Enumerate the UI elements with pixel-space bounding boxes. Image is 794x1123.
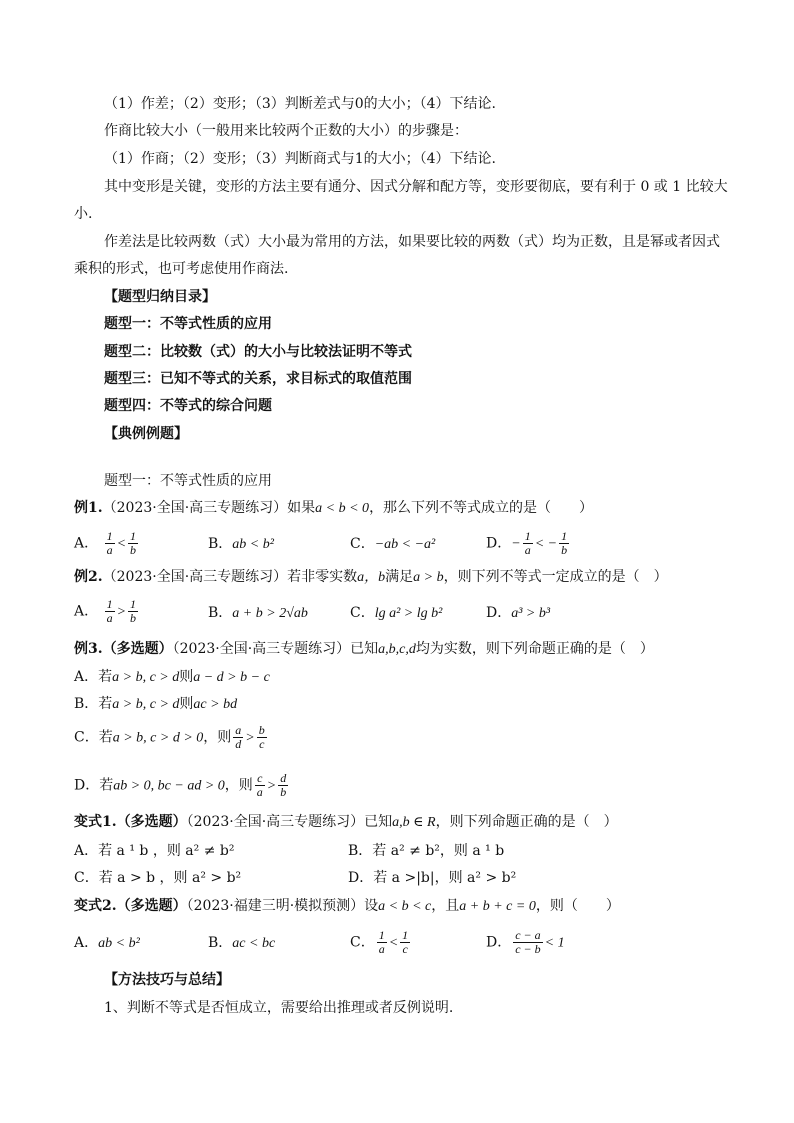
variables: a，b <box>357 570 386 585</box>
option-math: lg a² > lg b² <box>374 606 443 621</box>
question-text: ，那么下列不等式成立的是（ ） <box>369 500 594 516</box>
catalog-item: 题型三：已知不等式的关系，求目标式的取值范围 <box>104 371 412 387</box>
example-2-option-c <box>350 603 442 624</box>
fraction: $\frac{b}{c}$ <box>258 723 265 751</box>
summary-item-1: 1、判断不等式是否恒成立，需要给出推理或者反例说明. <box>104 1000 454 1016</box>
examples-heading: 【典例例题】 <box>104 426 188 442</box>
fraction: $\frac{d}{b}$ <box>280 771 287 799</box>
option-letter: C． <box>350 536 375 552</box>
variant-label: 变式1. <box>74 814 117 830</box>
fraction: $\frac{1}{b}$ <box>130 529 137 557</box>
variant-1-option-d: D．若 a >|b|，则 a² > b² <box>348 870 517 886</box>
variant-1-option-c: C．若 a > b ，则 a² > b² <box>74 870 242 886</box>
type1-heading: 题型一：不等式性质的应用 <box>104 473 272 489</box>
example-3-option-c: C．若a > b, c > d > 0，则 $\frac{a}{d}$ > $\frac{b}{c}$ <box>74 723 265 751</box>
variant-2-option-c: C． $\frac{1}{a}$ < $\frac{1}{c}$ <box>350 928 409 956</box>
option-letter: D． <box>486 535 512 552</box>
variables: a,b ∈ R <box>392 815 436 830</box>
option-letter: B． <box>208 605 233 621</box>
example-3-question <box>74 639 654 660</box>
option-math: −ab < −a² <box>374 537 436 552</box>
option-letter: D． <box>486 934 512 951</box>
example-label: 例1. <box>74 500 103 516</box>
example-label: 例2. <box>74 569 103 585</box>
option-letter: C． <box>350 605 375 621</box>
catalog-heading: 【题型归纳目录】 <box>104 289 216 305</box>
question-tag: （多选题） <box>116 898 187 914</box>
variant-2-question: 变式2.（多选题）（2023·福建三明·模拟预测）设a < b < c，且a + b + c = 0，则（ ） <box>74 898 620 914</box>
option-letter: C． <box>350 934 375 951</box>
key-paragraph-line-1: 其中变形是关键，变形的方法主要有通分、因式分解和配方等，变形要彻底，要有利于 0 或 1 比较大 <box>104 179 728 195</box>
example-2-option-b <box>208 603 308 624</box>
example-1-option-c <box>350 534 435 555</box>
catalog-item: 题型一：不等式性质的应用 <box>104 316 272 332</box>
variant-1-option-a: A．若 a ¹ b ，则 a² ≠ b² <box>74 843 235 859</box>
example-1-question <box>74 498 593 519</box>
example-1-option-d: D．− $\frac{1}{a}$ < − $\frac{1}{b}$ <box>486 529 568 557</box>
variant-2-option-b: B．ac < bc <box>208 935 276 951</box>
method-paragraph-line-1: 作差法是比较两数（式）大小最为常用的方法，如果要比较的两数（式）均为正数，且是幂或者因式 <box>104 234 720 250</box>
condition-math: a < b < 0 <box>315 501 370 516</box>
option-letter: D． <box>486 605 512 621</box>
example-3-option-a: A．若a > b, c > d则a − d > b − c <box>74 669 270 685</box>
variables: a,b,c,d <box>378 642 416 657</box>
option-letter: B． <box>208 935 233 951</box>
option-letter: B． <box>208 536 233 552</box>
option-math: ab < b² <box>232 537 274 552</box>
steps-quotient: （1）作商；（2）变形；（3）判断商式与1的大小；（4）下结论. <box>104 151 496 167</box>
question-text: ，则下列不等式一定成立的是（ ） <box>443 569 668 585</box>
example-label: 例3. <box>74 641 103 657</box>
example-source: （2023·全国·高三专题练习）已知 <box>172 641 379 657</box>
option-math: a + b > 2√ab <box>232 606 308 621</box>
fraction: $\frac{1}{a}$ <box>378 928 385 956</box>
method-paragraph-line-2: 乘积的形式，也可考虑使用作商法. <box>74 261 289 277</box>
fraction: $\frac{c - a}{c - b}$ <box>515 928 541 956</box>
example-2-question: 例2.（2023·全国·高三专题练习）若非零实数a，b满足a > b，则下列不等式一定成立的是（ ） <box>74 569 668 585</box>
catalog-item: 题型二：比较数（式）的大小与比较法证明不等式 <box>104 344 412 360</box>
quotient-title: 作商比较大小（一般用来比较两个正数的大小）的步骤是： <box>104 123 468 139</box>
example-source: （2023·福建三明·模拟预测）设 <box>186 898 379 914</box>
question-tag: （多选题） <box>102 641 173 657</box>
summary-heading: 【方法技巧与总结】 <box>104 972 230 988</box>
example-source: （2023·全国·高三专题练习）已知 <box>186 814 393 830</box>
catalog-item: 题型四：不等式的综合问题 <box>104 398 272 414</box>
option-letter: A． <box>74 603 99 620</box>
variant-1-option-b: B．若 a² ≠ b²，则 a ¹ b <box>348 843 505 859</box>
question-tag: （多选题） <box>116 814 187 830</box>
example-2-option-a: A． $\frac{1}{a}$ > $\frac{1}{b}$ <box>74 597 137 625</box>
example-3-option-d: D．若ab > 0, bc − ad > 0，则 $\frac{c}{a}$ > $\frac{d}{b}$ <box>74 771 287 799</box>
fraction: $\frac{1}{c}$ <box>402 928 409 956</box>
condition-math: a > b <box>413 570 444 585</box>
example-1-option-b <box>208 534 274 555</box>
fraction: $\frac{1}{b}$ <box>561 529 568 557</box>
fraction: $\frac{1}{a}$ <box>524 529 531 557</box>
variant-2-option-d: D． $\frac{c - a}{c - b}$ < 1 <box>486 928 565 956</box>
example-2-option-d <box>486 603 550 624</box>
key-paragraph-line-2: 小. <box>74 206 93 222</box>
example-1-option-a: A． $\frac{1}{a}$ < $\frac{1}{b}$ <box>74 529 137 557</box>
variant-label: 变式2. <box>74 898 117 914</box>
example-source: （2023·全国·高三专题练习）如果 <box>102 500 316 516</box>
fraction: $\frac{1}{b}$ <box>130 597 137 625</box>
fraction: $\frac{a}{d}$ <box>235 723 242 751</box>
fraction: $\frac{1}{a}$ <box>106 529 113 557</box>
steps-difference: （1）作差；（2）变形；（3）判断差式与0的大小；（4）下结论. <box>104 96 496 112</box>
fraction: $\frac{1}{a}$ <box>106 597 113 625</box>
variant-2-option-a: A．ab < b² <box>74 935 140 951</box>
example-3-option-b: B．若a > b, c > d则ac > bd <box>74 696 238 712</box>
option-letter: A． <box>74 935 99 951</box>
variant-1-question <box>74 812 618 833</box>
option-math: a³ > b³ <box>511 606 551 621</box>
option-letter: A． <box>74 535 99 552</box>
question-text: ，则下列命题正确的是（ ） <box>435 814 618 830</box>
question-text: 均为实数，则下列命题正确的是（ ） <box>415 641 654 657</box>
question-text: ，则（ ） <box>535 898 620 914</box>
example-source: （2023·全国·高三专题练习）若非零实数 <box>102 569 358 585</box>
fraction: $\frac{c}{a}$ <box>256 771 263 799</box>
